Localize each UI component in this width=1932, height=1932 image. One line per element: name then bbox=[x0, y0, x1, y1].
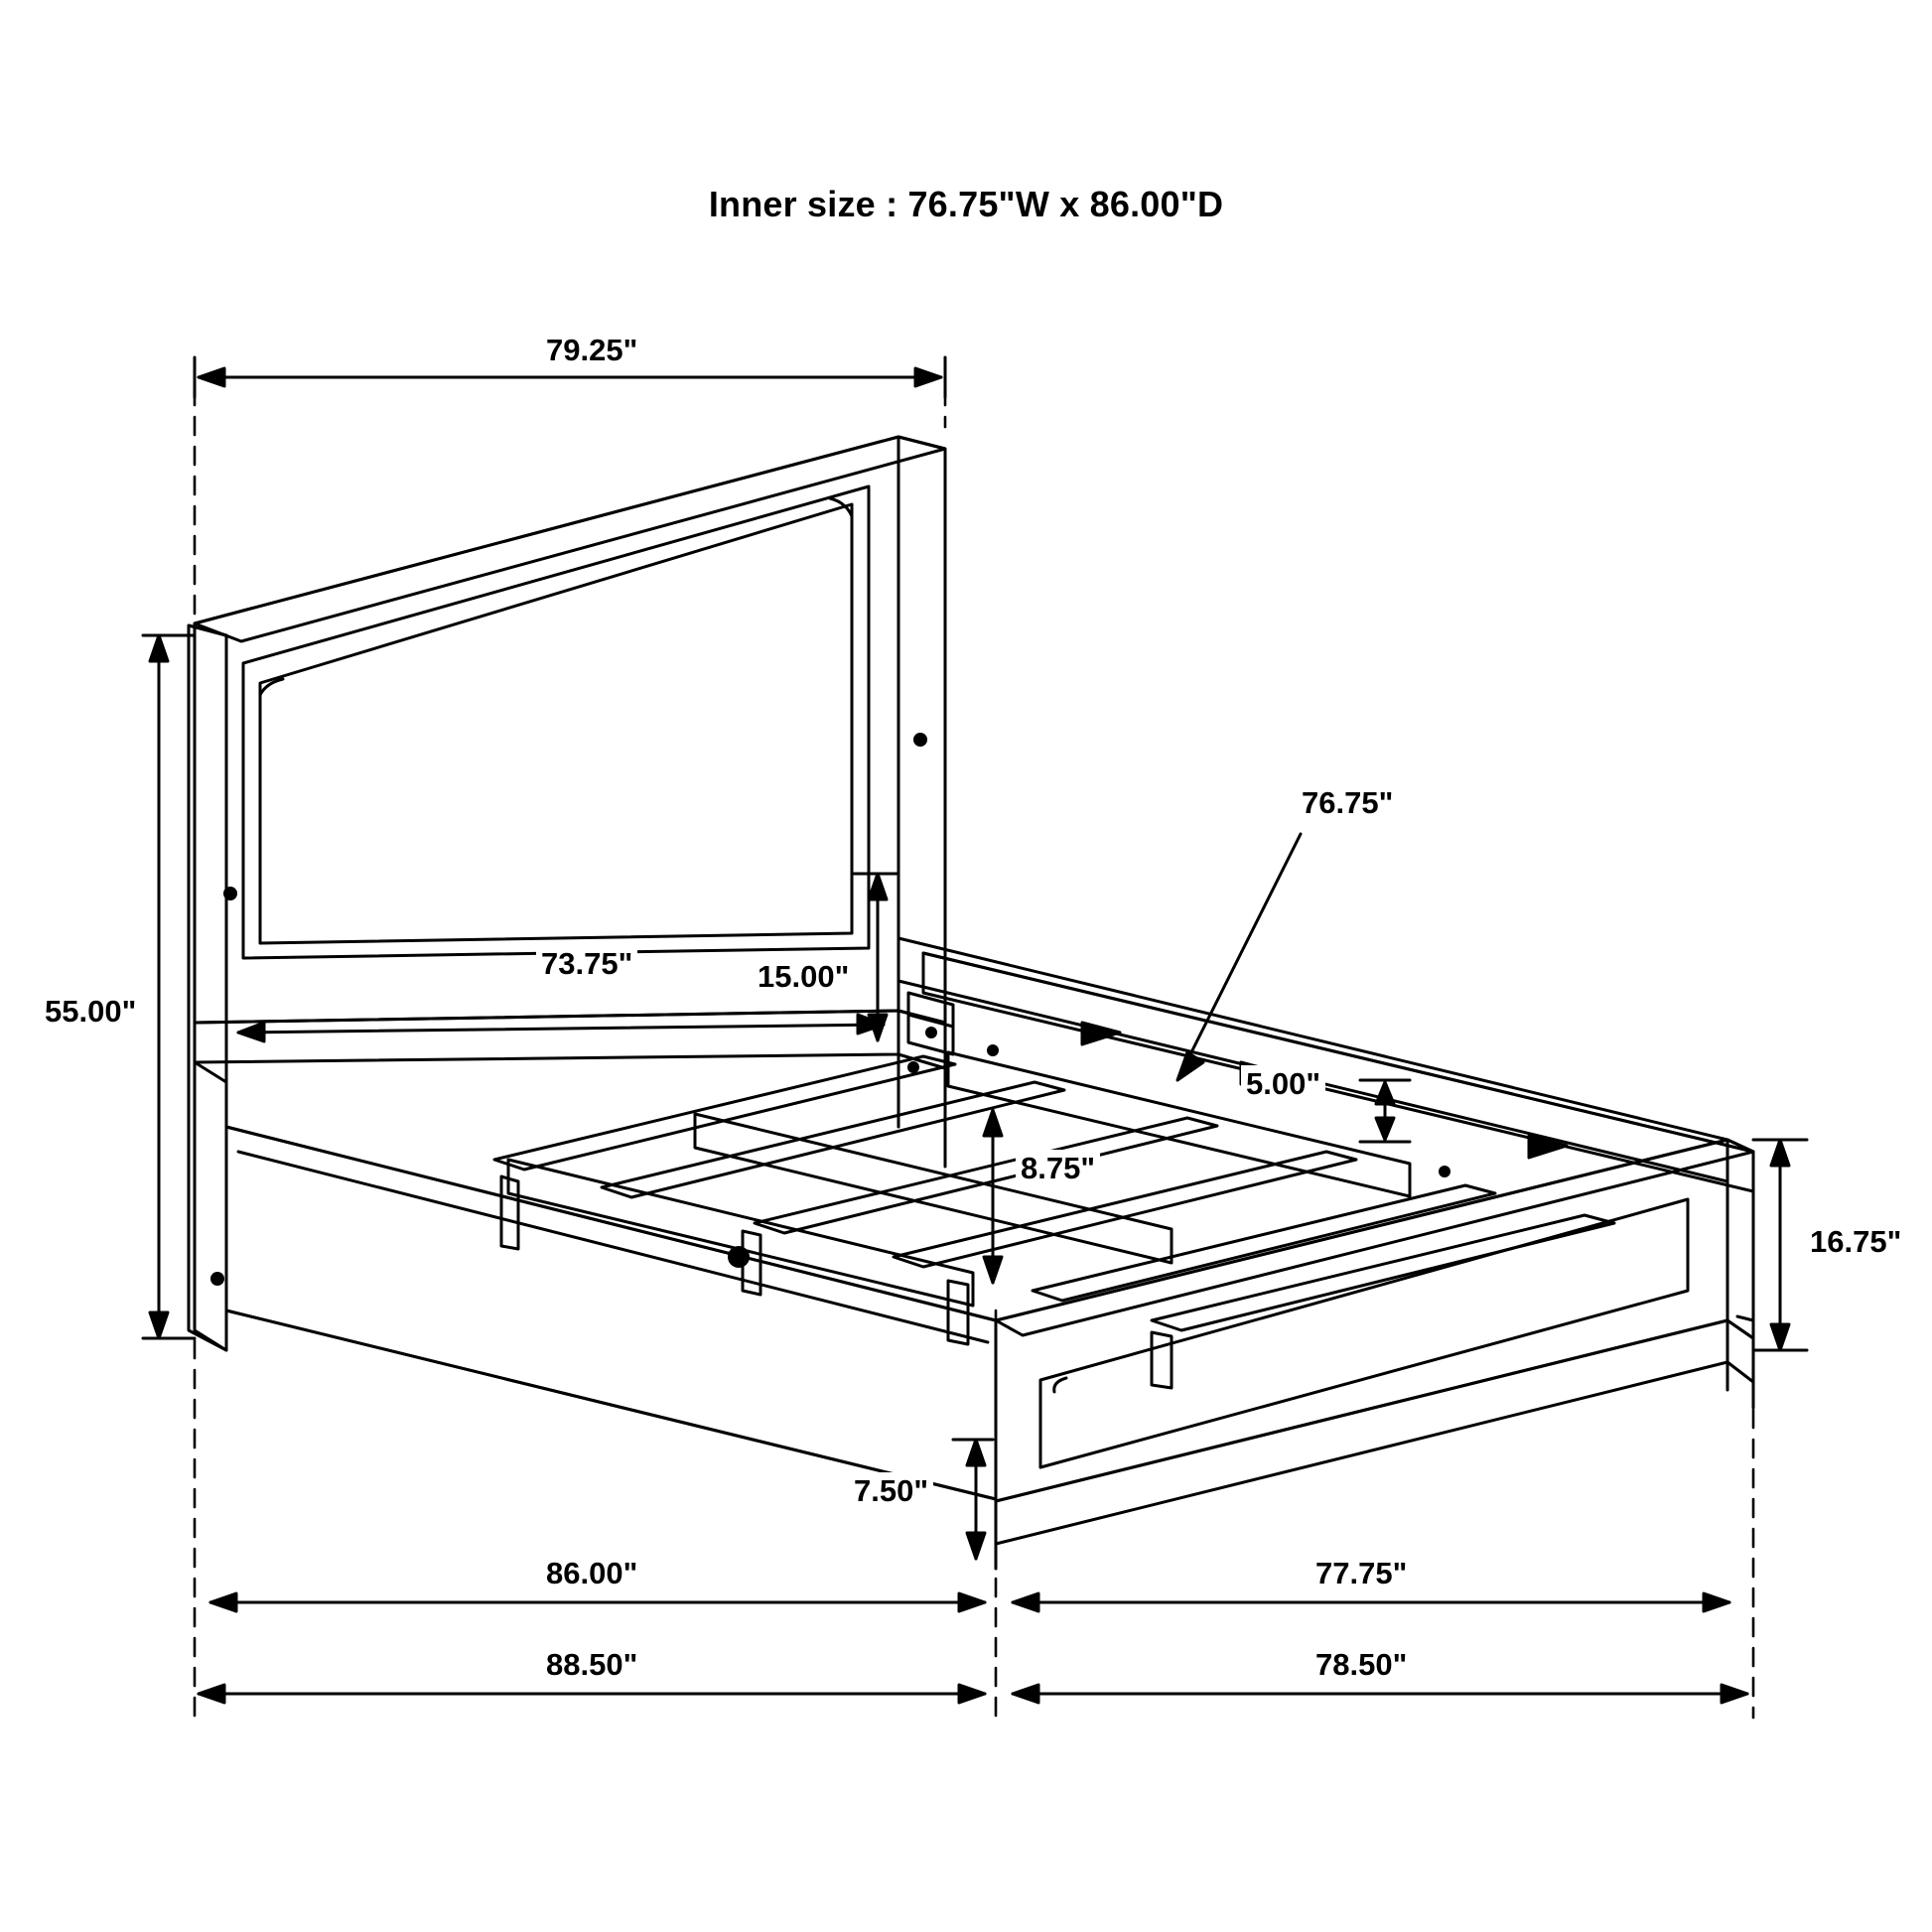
dimension-label-overall-length: 88.50" bbox=[541, 1646, 642, 1684]
dimension-label-deck-height: 8.75" bbox=[1016, 1150, 1100, 1187]
dimension-lines bbox=[143, 357, 1807, 1703]
dimension-label-headboard-width: 79.25" bbox=[541, 332, 642, 369]
dimension-label-headboard-to-rail: 15.00" bbox=[753, 958, 854, 996]
dimension-label-overall-height: 55.00" bbox=[45, 994, 137, 1029]
dimension-label-footboard-inner-width: 77.75" bbox=[1311, 1555, 1412, 1592]
dimension-label-side-rail-length: 86.00" bbox=[541, 1555, 642, 1592]
page-title: Inner size : 76.75"W x 86.00"D bbox=[708, 184, 1224, 224]
dimension-label-rail-top-offset: 5.00" bbox=[1241, 1065, 1325, 1103]
dimension-label-slat-width: 76.75" bbox=[1297, 784, 1398, 822]
dimension-label-headboard-inner-width: 73.75" bbox=[536, 945, 637, 983]
dimension-label-footboard-height: 16.75" bbox=[1805, 1223, 1906, 1261]
dimension-label-overall-width: 78.50" bbox=[1311, 1646, 1412, 1684]
dimension-label-footboard-clearance: 7.50" bbox=[849, 1472, 933, 1510]
